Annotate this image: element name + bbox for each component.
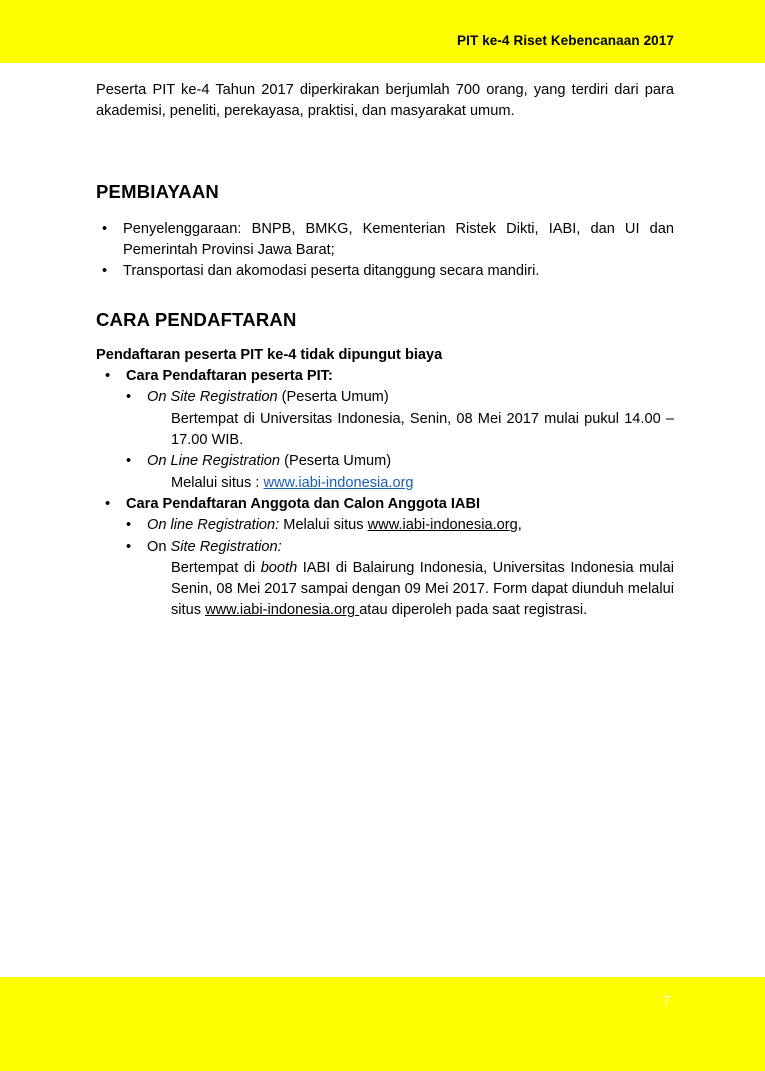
anggota-on-line-tail: ,	[517, 517, 522, 534]
subheading-pendaftaran-gratis: Pendaftaran peserta PIT ke-4 tidak dipungut biaya	[96, 346, 443, 363]
list-item-anggota-on-site-registration	[96, 537, 674, 558]
on-line-registration-detail-prefix: Melalui situs :	[171, 474, 264, 491]
anggota-on-site-detail	[96, 558, 674, 622]
list-item-anggota-group	[96, 494, 674, 515]
bullet-icon: •	[126, 538, 132, 555]
heading-pembiayaan: PEMBIAYAAN	[96, 180, 219, 202]
cara-pendaftaran-list	[96, 366, 674, 387]
list-item	[96, 261, 674, 282]
bullet-icon: •	[126, 389, 132, 406]
iabi-website-link[interactable]: www.iabi-indonesia.org	[263, 474, 414, 491]
anggota-detail-part1: Bertempat di	[171, 559, 261, 576]
list-item-on-site-registration	[96, 387, 674, 408]
peserta-sublist	[96, 387, 674, 493]
list-item-text: Penyelenggaraan: BNPB, BMKG, Kementerian Ristek Dikti, IABI, dan UI dan Pemerintah Provinsi Jawa Barat;	[123, 220, 674, 259]
iabi-website-link[interactable]: www.iabi-indonesia.org	[205, 602, 360, 619]
bullet-icon: •	[105, 368, 111, 385]
bullet-icon: •	[105, 495, 111, 512]
page-number: 7	[663, 993, 671, 1008]
group-label-anggota: Cara Pendaftaran Anggota dan Calon Anggota IABI	[126, 495, 481, 512]
footer-band	[0, 977, 765, 1071]
heading-cara-pendaftaran: CARA PENDAFTARAN	[96, 308, 297, 330]
group-label-peserta: Cara Pendaftaran peserta PIT:	[126, 368, 333, 385]
pembiayaan-list	[96, 219, 674, 283]
header-title: PIT ke-4 Riset Kebencanaan 2017	[457, 33, 674, 48]
anggota-detail-part2: IABI di Balairung Indonesia, Universitas Indonesia mulai Senin, 08 Mei 2017 sampai dengan 09 Mei 2017. Form dapat diunduh melalui situs	[171, 559, 674, 619]
on-site-registration-detail: Bertempat di Universitas Indonesia, Senin, 08 Mei 2017 mulai pukul 14.00 – 17.00 WIB.	[171, 410, 674, 449]
on-site-registration-title: On Site Registration	[147, 389, 278, 406]
anggota-on-line-text: Melalui situs	[279, 517, 368, 534]
list-item-anggota-on-line-registration	[96, 515, 674, 536]
anggota-detail-part3: atau diperoleh pada saat registrasi.	[359, 602, 588, 619]
on-line-registration-detail	[96, 473, 674, 494]
list-item-text: Transportasi dan akomodasi peserta ditanggung secara mandiri.	[123, 263, 540, 280]
list-item-peserta-group	[96, 366, 674, 387]
anggota-on-line-title: On line Registration:	[147, 517, 280, 534]
list-item-on-line-registration	[96, 451, 674, 472]
iabi-website-link[interactable]: www.iabi-indonesia.org	[367, 517, 518, 534]
on-site-registration-subtitle: (Peserta Umum)	[277, 389, 389, 406]
anggota-detail-booth: booth	[260, 559, 298, 576]
list-item	[96, 219, 674, 262]
bullet-icon: •	[126, 453, 132, 470]
bullet-icon: •	[102, 220, 108, 237]
header-band	[0, 0, 765, 63]
lead-paragraph: Peserta PIT ke-4 Tahun 2017 diperkirakan berjumlah 700 orang, yang terdiri dari para akademisi, peneliti, perekayasa, praktisi, dan masyarakat umum.	[96, 82, 674, 120]
anggota-sublist	[96, 515, 674, 621]
anggota-group-list	[96, 494, 674, 515]
on-line-registration-subtitle: (Peserta Umum)	[280, 453, 392, 470]
anggota-on-site-prefix: On	[147, 538, 171, 555]
on-line-registration-title: On Line Registration	[147, 453, 281, 470]
document-content	[96, 80, 674, 622]
anggota-on-site-title: Site Registration:	[170, 538, 282, 555]
bullet-icon: •	[102, 263, 108, 280]
bullet-icon: •	[126, 517, 132, 534]
